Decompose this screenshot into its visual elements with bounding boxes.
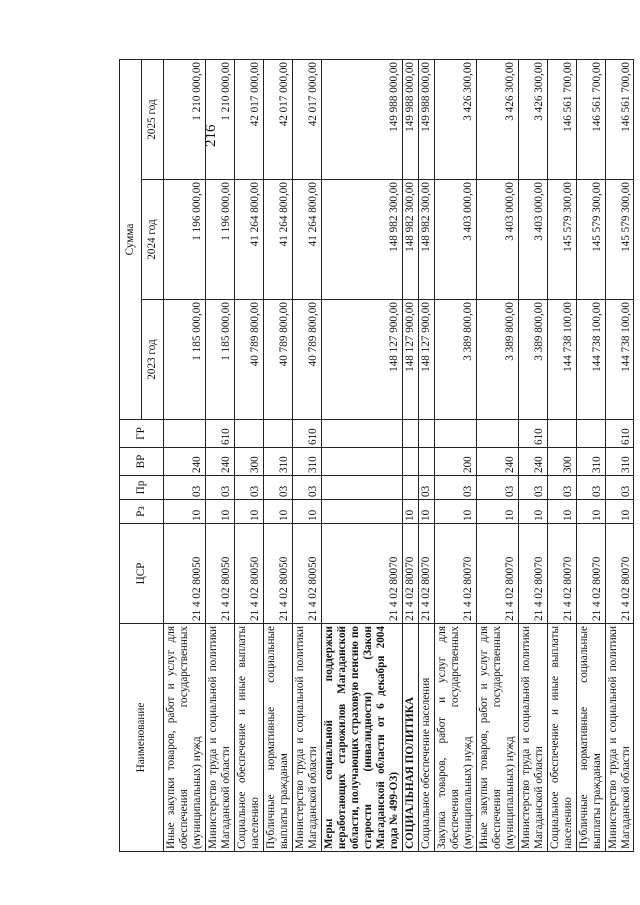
sum-2025-cell: 149 988 000,00: [321, 59, 402, 179]
sum-2025-cell: 1 210 000,00: [205, 59, 234, 179]
gr-cell: [263, 420, 292, 448]
vr-cell: 240: [164, 448, 206, 476]
csr-cell: 21 4 02 80050: [263, 524, 292, 624]
table-row: [434, 59, 476, 851]
sum-2023-cell: 1 185 000,00: [164, 300, 206, 420]
header-vr: ВР: [120, 448, 164, 476]
table-body: [164, 59, 634, 851]
rz-cell: 10: [234, 500, 263, 524]
header-csr: ЦСР: [120, 524, 164, 624]
sum-2025-cell: 3 426 300,00: [434, 59, 476, 179]
gr-cell: 610: [205, 420, 234, 448]
csr-cell: 21 4 02 80050: [234, 524, 263, 624]
pr-cell: 03: [164, 476, 206, 500]
sum-2024-cell: 148 982 300,00: [418, 180, 434, 300]
vr-cell: 310: [576, 448, 605, 476]
csr-cell: 21 4 02 80070: [576, 524, 605, 624]
sum-2024-cell: 41 264 800,00: [263, 180, 292, 300]
name-cell: Закупка товаров, работ и услуг для обеспечения государственных (муниципальных) нужд: [434, 624, 476, 852]
sum-2023-cell: 144 738 100,00: [576, 300, 605, 420]
rz-cell: 10: [402, 500, 418, 524]
sum-2024-cell: 1 196 000,00: [205, 180, 234, 300]
rz-cell: 10: [547, 500, 576, 524]
csr-cell: 21 4 02 80050: [292, 524, 321, 624]
vr-cell: [402, 448, 418, 476]
table-row: [234, 59, 263, 851]
budget-table: [119, 59, 634, 852]
vr-cell: 310: [605, 448, 634, 476]
sum-2024-cell: 3 403 000,00: [476, 180, 518, 300]
sum-2023-cell: 144 738 100,00: [547, 300, 576, 420]
rz-cell: 10: [605, 500, 634, 524]
table-row: [164, 59, 206, 851]
csr-cell: 21 4 02 80070: [605, 524, 634, 624]
name-cell: Публичные нормативные социальные выплаты гражданам: [576, 624, 605, 852]
header-year-2024: 2024 год: [142, 180, 164, 300]
gr-cell: [434, 420, 476, 448]
name-cell: Социальное обеспечение населения: [418, 624, 434, 852]
table-row: [263, 59, 292, 851]
rz-cell: 10: [476, 500, 518, 524]
sum-2023-cell: 148 127 900,00: [418, 300, 434, 420]
rz-cell: 10: [292, 500, 321, 524]
sum-2024-cell: 41 264 800,00: [292, 180, 321, 300]
sum-2025-cell: 42 017 000,00: [263, 59, 292, 179]
sum-2024-cell: 148 982 300,00: [321, 180, 402, 300]
vr-cell: [418, 448, 434, 476]
pr-cell: 03: [234, 476, 263, 500]
vr-cell: 240: [205, 448, 234, 476]
sum-2024-cell: 145 579 300,00: [605, 180, 634, 300]
sum-2024-cell: 41 264 800,00: [234, 180, 263, 300]
gr-cell: [164, 420, 206, 448]
vr-cell: 300: [234, 448, 263, 476]
vr-cell: 300: [547, 448, 576, 476]
csr-cell: 21 4 02 80070: [434, 524, 476, 624]
name-cell: СОЦИАЛЬНАЯ ПОЛИТИКА: [402, 624, 418, 852]
table-row: [402, 59, 418, 851]
name-cell: Министерство труда и социальной политики Магаданской области: [518, 624, 547, 852]
sum-2023-cell: 3 389 800,00: [518, 300, 547, 420]
sum-2025-cell: 146 561 700,00: [547, 59, 576, 179]
table-row: [205, 59, 234, 851]
sum-2024-cell: 148 982 300,00: [402, 180, 418, 300]
vr-cell: 240: [476, 448, 518, 476]
name-cell: Иные закупки товаров, работ и услуг для обеспечения государственных (муниципальных) нужд: [476, 624, 518, 852]
sum-2024-cell: 3 403 000,00: [518, 180, 547, 300]
pr-cell: 03: [547, 476, 576, 500]
sum-2023-cell: 3 389 800,00: [434, 300, 476, 420]
gr-cell: 610: [518, 420, 547, 448]
rz-cell: 10: [164, 500, 206, 524]
header-pr: Пр: [120, 476, 164, 500]
sum-2025-cell: 42 017 000,00: [234, 59, 263, 179]
csr-cell: 21 4 02 80070: [518, 524, 547, 624]
rz-cell: 10: [263, 500, 292, 524]
header-year-2025: 2025 год: [142, 59, 164, 179]
gr-cell: 610: [605, 420, 634, 448]
pr-cell: 03: [434, 476, 476, 500]
table-row: [418, 59, 434, 851]
sum-2023-cell: 40 789 800,00: [263, 300, 292, 420]
csr-cell: 21 4 02 80070: [547, 524, 576, 624]
sum-2025-cell: 42 017 000,00: [292, 59, 321, 179]
gr-cell: [234, 420, 263, 448]
pr-cell: 03: [263, 476, 292, 500]
pr-cell: 03: [205, 476, 234, 500]
rz-cell: 10: [205, 500, 234, 524]
sum-2025-cell: 146 561 700,00: [576, 59, 605, 179]
pr-cell: 03: [605, 476, 634, 500]
sum-2025-cell: 149 988 000,00: [402, 59, 418, 179]
name-cell: Министерство труда и социальной политики Магаданской области: [205, 624, 234, 852]
sum-2023-cell: 40 789 800,00: [292, 300, 321, 420]
csr-cell: 21 4 02 80070: [402, 524, 418, 624]
table-row: [547, 59, 576, 851]
gr-cell: [418, 420, 434, 448]
pr-cell: [321, 476, 402, 500]
vr-cell: 200: [434, 448, 476, 476]
sum-2025-cell: 146 561 700,00: [605, 59, 634, 179]
sum-2023-cell: 148 127 900,00: [321, 300, 402, 420]
table-row: [605, 59, 634, 851]
gr-cell: [321, 420, 402, 448]
csr-cell: 21 4 02 80070: [476, 524, 518, 624]
sum-2023-cell: 148 127 900,00: [402, 300, 418, 420]
gr-cell: [402, 420, 418, 448]
csr-cell: 21 4 02 80070: [321, 524, 402, 624]
gr-cell: [576, 420, 605, 448]
rz-cell: 10: [518, 500, 547, 524]
name-cell: Социальное обеспечение и иные выплаты населению: [547, 624, 576, 852]
sum-2023-cell: 3 389 800,00: [476, 300, 518, 420]
sum-2025-cell: 149 988 000,00: [418, 59, 434, 179]
pr-cell: 03: [292, 476, 321, 500]
vr-cell: 310: [263, 448, 292, 476]
csr-cell: 21 4 02 80050: [205, 524, 234, 624]
gr-cell: [547, 420, 576, 448]
header-rz: Рз: [120, 500, 164, 524]
pr-cell: 03: [418, 476, 434, 500]
header-sum: Сумма: [120, 59, 142, 419]
name-cell: Министерство труда и социальной политики Магаданской области: [292, 624, 321, 852]
header-name: Наименование: [120, 624, 164, 852]
pr-cell: 03: [518, 476, 547, 500]
pr-cell: [402, 476, 418, 500]
sum-2025-cell: 3 426 300,00: [476, 59, 518, 179]
table-header-row: [120, 59, 142, 851]
sum-2025-cell: 1 210 000,00: [164, 59, 206, 179]
sum-2024-cell: 145 579 300,00: [576, 180, 605, 300]
rz-cell: [321, 500, 402, 524]
gr-cell: [476, 420, 518, 448]
header-gr: ГР: [120, 420, 164, 448]
csr-cell: 21 4 02 80070: [418, 524, 434, 624]
name-cell: Министерство труда и социальной политики Магаданской области: [605, 624, 634, 852]
rotated-table-container: [119, 60, 632, 852]
vr-cell: [321, 448, 402, 476]
sum-2025-cell: 3 426 300,00: [518, 59, 547, 179]
sum-2023-cell: 1 185 000,00: [205, 300, 234, 420]
name-cell: Меры социальной поддержки неработающих старожилов Магаданской области, получающих страховую пенсию по старости (инвалидности) (Закон Магаданской области от 6 декабря 2004 года № 499-ОЗ): [321, 624, 402, 852]
table-row: [576, 59, 605, 851]
table-row: [292, 59, 321, 851]
table-row: [518, 59, 547, 851]
csr-cell: 21 4 02 80050: [164, 524, 206, 624]
sum-2024-cell: 1 196 000,00: [164, 180, 206, 300]
name-cell: Социальное обеспечение и иные выплаты населению: [234, 624, 263, 852]
rz-cell: 10: [576, 500, 605, 524]
name-cell: Иные закупки товаров, работ и услуг для обеспечения государственных (муниципальных) нужд: [164, 624, 206, 852]
header-year-2023: 2023 год: [142, 300, 164, 420]
rz-cell: 10: [418, 500, 434, 524]
sum-2024-cell: 3 403 000,00: [434, 180, 476, 300]
rz-cell: 10: [434, 500, 476, 524]
vr-cell: 310: [292, 448, 321, 476]
table-row: [476, 59, 518, 851]
pr-cell: 03: [576, 476, 605, 500]
pr-cell: 03: [476, 476, 518, 500]
sum-2023-cell: 40 789 800,00: [234, 300, 263, 420]
gr-cell: 610: [292, 420, 321, 448]
page-number: 216: [203, 124, 219, 147]
sum-2023-cell: 144 738 100,00: [605, 300, 634, 420]
vr-cell: 240: [518, 448, 547, 476]
table-row: [321, 59, 402, 851]
sum-2024-cell: 145 579 300,00: [547, 180, 576, 300]
name-cell: Публичные нормативные социальные выплаты гражданам: [263, 624, 292, 852]
